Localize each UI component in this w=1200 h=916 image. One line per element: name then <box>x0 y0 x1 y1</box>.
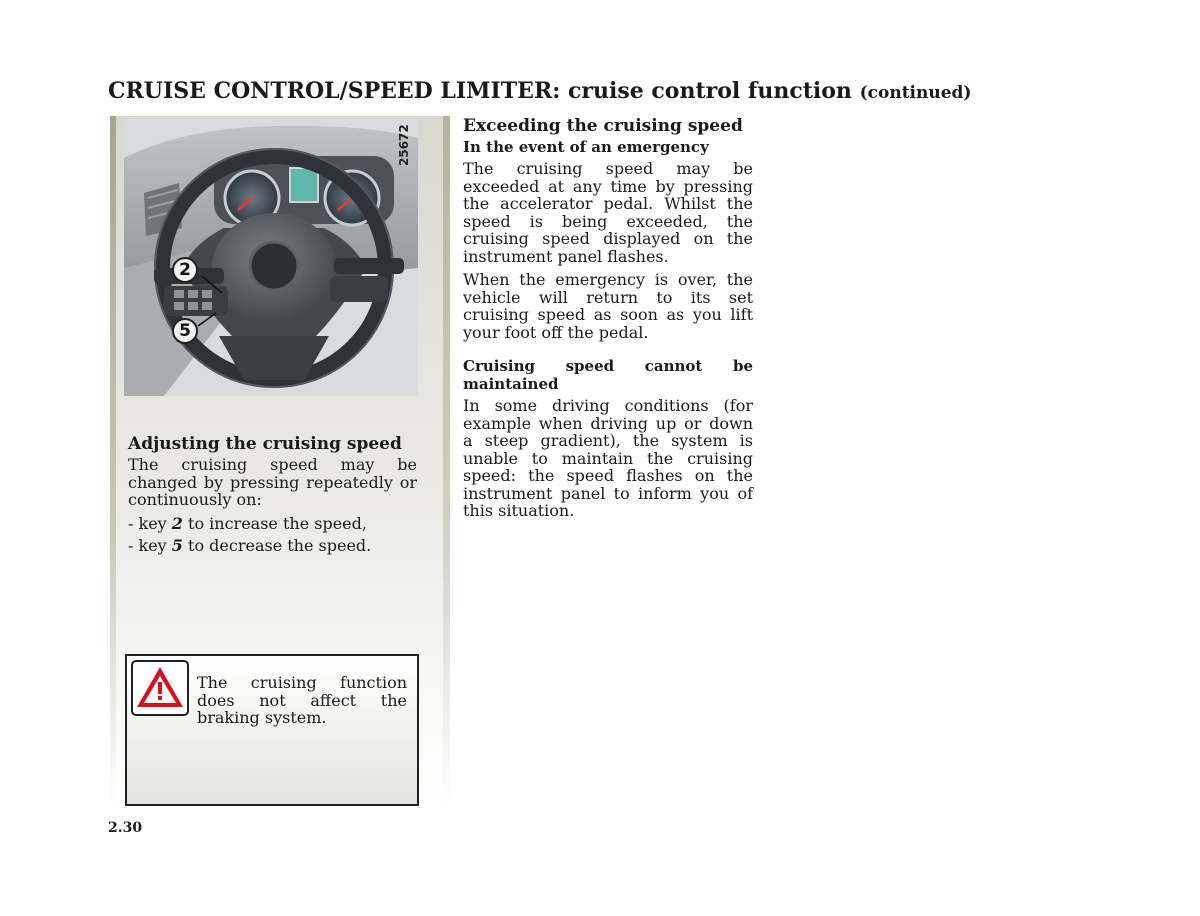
list-item-suffix: to decrease the speed. <box>182 536 372 555</box>
callout-5: 5 <box>172 318 198 344</box>
column-divider <box>443 116 450 806</box>
list-item-suffix: to increase the speed, <box>182 513 367 533</box>
adjusting-section <box>128 434 417 560</box>
steering-wheel-drawing <box>124 118 418 396</box>
steering-wheel-illustration <box>124 118 418 396</box>
callout-2: 2 <box>172 257 198 283</box>
adjusting-intro: The cruising speed may be changed by pressing repeatedly or continuously on: <box>128 455 417 509</box>
list-item <box>128 537 417 555</box>
warning-triangle-icon <box>131 660 189 720</box>
maintained-paragraph: In some driving conditions (for example when driving up or down a steep gradient), the system is unable to maintain the cruising speed: the speed flashes on the instrument panel to inform you of this situation. <box>463 396 753 520</box>
right-column <box>463 116 753 526</box>
warning-box <box>125 654 419 806</box>
page-number: 2.30 <box>108 820 143 836</box>
maintained-heading: Cruising speed cannot be maintained <box>463 357 753 393</box>
warning-text: The cruising function does not affect the braking system. <box>197 673 407 727</box>
left-column-edge <box>110 116 116 806</box>
page-title-main: CRUISE CONTROL/SPEED LIMITER: cruise control function <box>108 78 852 104</box>
reference-code: 25672 <box>397 124 411 166</box>
page-title <box>108 78 1008 104</box>
adjusting-heading: Adjusting the cruising speed <box>128 434 402 454</box>
key-label: 2 <box>171 513 183 533</box>
exceeding-paragraph-1: The cruising speed may be exceeded at any time by pressing the accelerator pedal. Whilst the speed is being exceeded, the cruising speed displayed on the instrument panel flashes. <box>463 159 753 266</box>
emergency-subheading: In the event of an emergency <box>463 138 709 156</box>
page-title-suffix: (continued) <box>859 83 972 103</box>
list-item <box>128 515 417 533</box>
list-item-prefix: - key <box>128 513 172 533</box>
key-label: 5 <box>171 536 183 555</box>
exceeding-paragraph-2: When the emergency is over, the vehicle will return to its set cruising speed as soon as you lift your foot off the pedal. <box>463 270 753 342</box>
list-item-prefix: - key <box>128 536 172 555</box>
exceeding-heading: Exceeding the cruising speed <box>463 116 743 136</box>
